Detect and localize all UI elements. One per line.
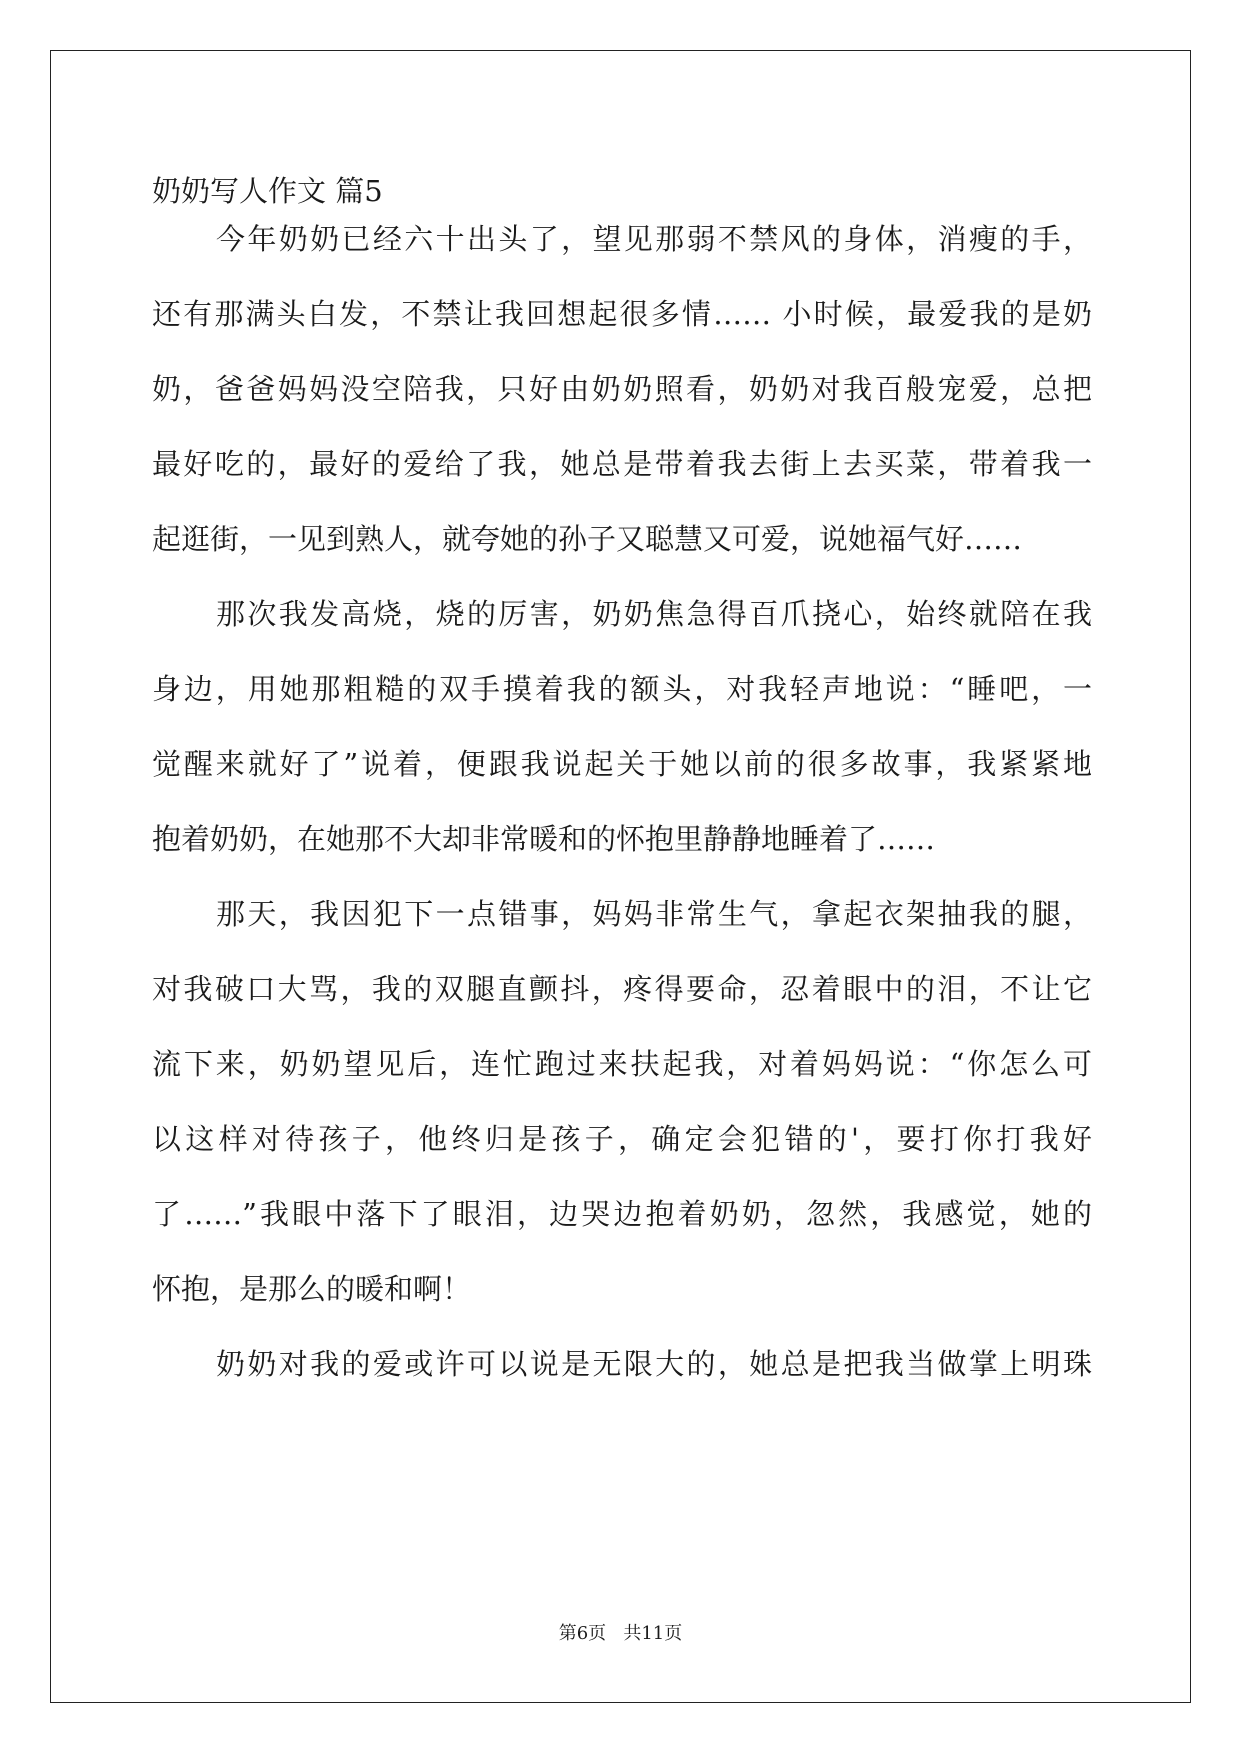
paragraph-1-line-2: 还有那满头白发，不禁让我回想起很多情…… 小时候，最爱我的是奶	[152, 297, 1092, 331]
paragraph-4-line-1: 奶奶对我的爱或许可以说是无限大的，她总是把我当做掌上明珠	[216, 1347, 1092, 1381]
paragraph-3-line-3: 流下来，奶奶望见后，连忙跑过来扶起我，对着妈妈说：“你怎么可	[152, 1047, 1092, 1081]
paragraph-1-line-5: 起逛街，一见到熟人，就夸她的孙子又聪慧又可爱，说她福气好……	[152, 522, 1023, 556]
paragraph-3-line-4: 以这样对待孩子，他终归是孩子，确定会犯错的'，要打你打我好	[152, 1122, 1092, 1156]
paragraph-1-line-4: 最好吃的，最好的爱给了我，她总是带着我去街上去买菜，带着我一	[152, 447, 1092, 481]
paragraph-2-line-1: 那次我发高烧，烧的厉害，奶奶焦急得百爪挠心，始终就陪在我	[216, 597, 1092, 631]
paragraph-2-line-3: 觉醒来就好了”说着，便跟我说起关于她以前的很多故事，我紧紧地	[152, 747, 1092, 781]
paragraph-2-line-4: 抱着奶奶，在她那不大却非常暖和的怀抱里静静地睡着了……	[152, 822, 936, 856]
paragraph-2-line-2: 身边，用她那粗糙的双手摸着我的额头，对我轻声地说：“睡吧，一	[152, 672, 1092, 706]
paragraph-3-line-5: 了……”我眼中落下了眼泪，边哭边抱着奶奶，忽然，我感觉，她的	[152, 1197, 1092, 1231]
paragraph-3-line-6: 怀抱，是那么的暖和啊！	[152, 1272, 472, 1306]
document-title: 奶奶写人作文 篇5	[152, 174, 383, 208]
paragraph-1-line-3: 奶，爸爸妈妈没空陪我，只好由奶奶照看，奶奶对我百般宠爱，总把	[152, 372, 1092, 406]
paragraph-3-line-1: 那天，我因犯下一点错事，妈妈非常生气，拿起衣架抽我的腿，	[216, 897, 1092, 931]
paragraph-3-line-2: 对我破口大骂，我的双腿直颤抖，疼得要命，忍着眼中的泪，不让它	[152, 972, 1092, 1006]
page-number-footer: 第6页 共11页	[558, 1623, 683, 1644]
paragraph-1-line-1: 今年奶奶已经六十出头了，望见那弱不禁风的身体，消瘦的手，	[216, 222, 1092, 256]
